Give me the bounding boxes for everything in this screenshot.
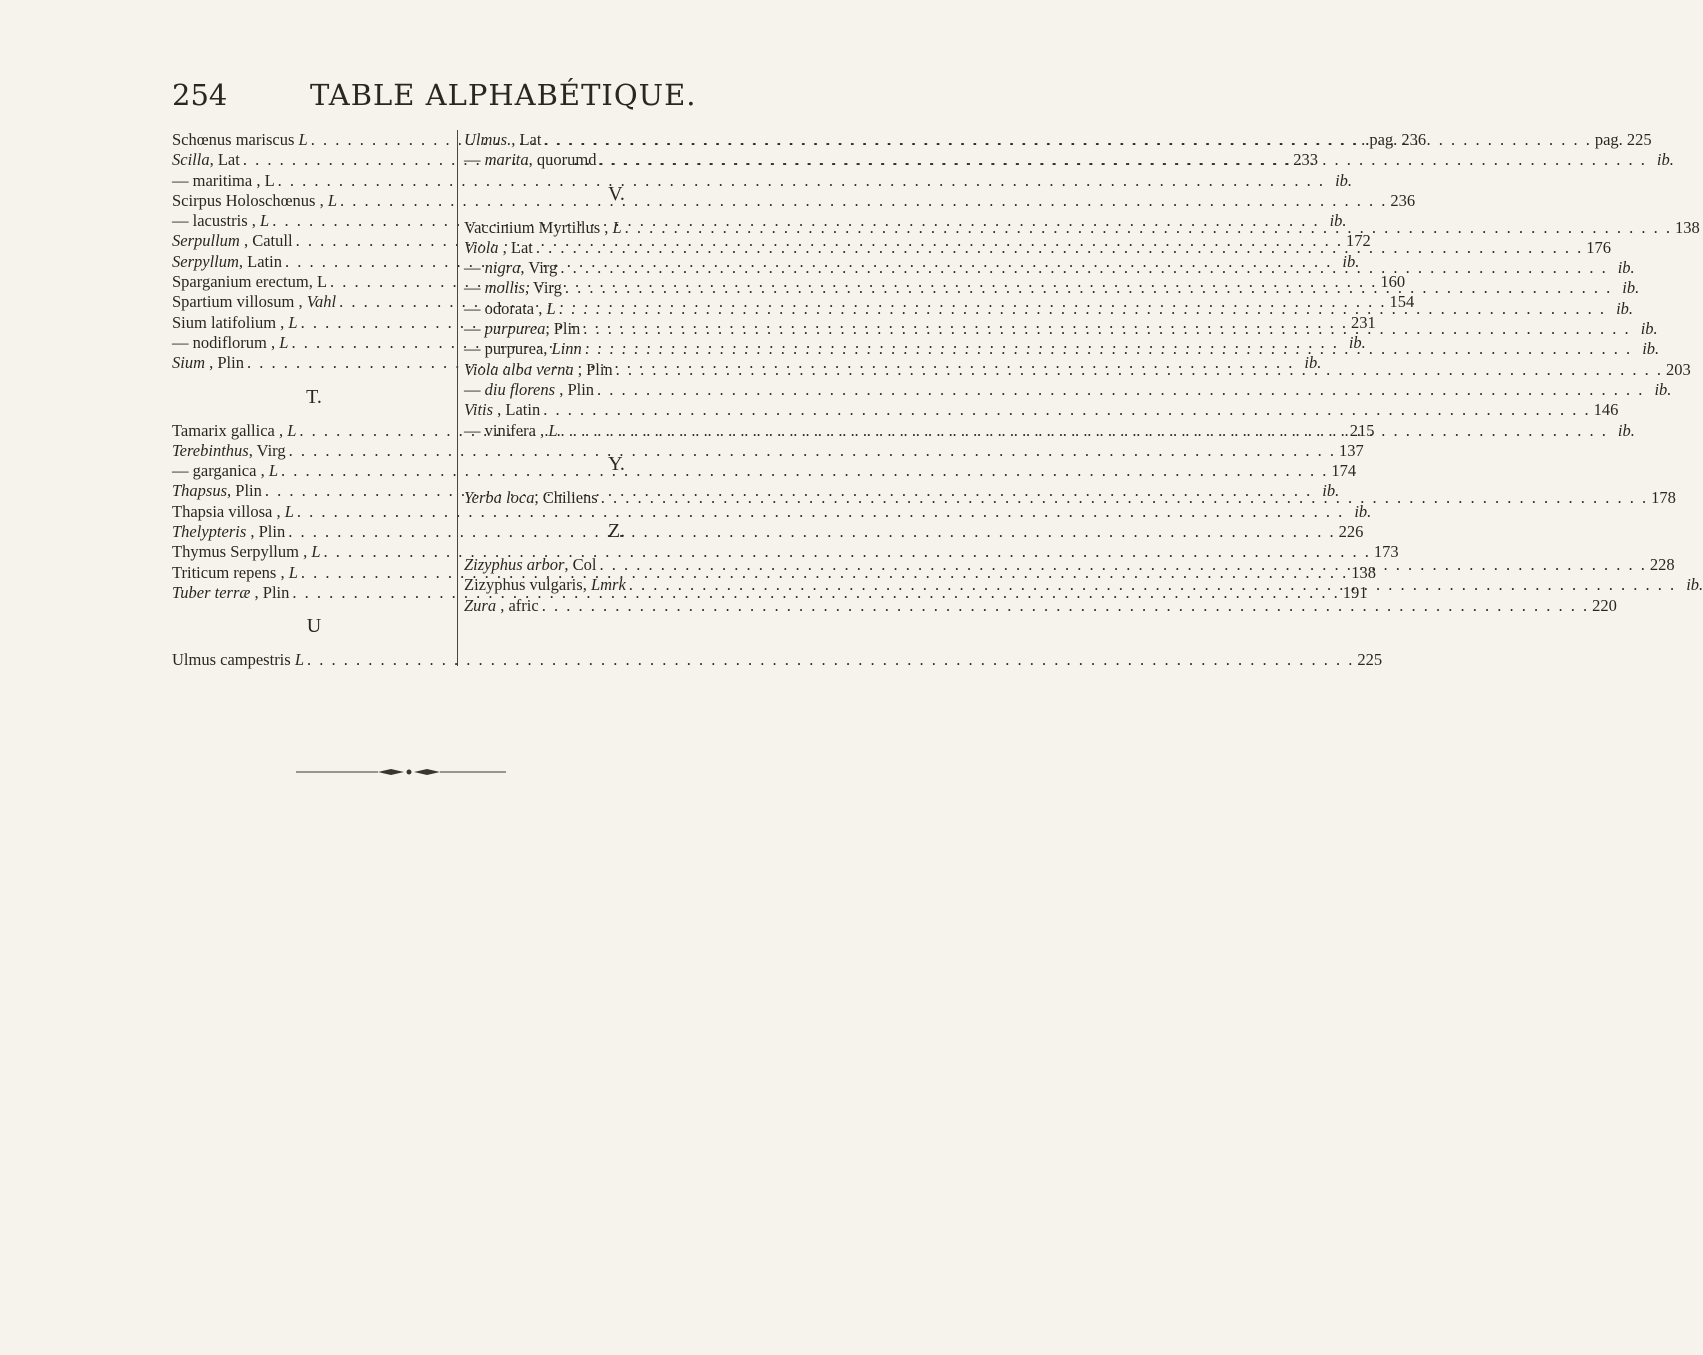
entry-name-italic: diu florens xyxy=(484,379,556,399)
entry-name-text: , Plin xyxy=(573,359,613,379)
entry-name xyxy=(464,360,613,380)
entry-name-text: Zizyphus vulgaris, xyxy=(464,575,591,595)
entry-name xyxy=(172,481,262,501)
entry-name xyxy=(464,380,594,400)
entry-name-text: , Virg xyxy=(520,258,558,278)
entry-page: 173 xyxy=(1373,542,1399,562)
entry-name-text: Schœnus mariscus xyxy=(172,130,299,149)
entry-name-text: , Lat xyxy=(507,130,542,149)
entry-page: 137 xyxy=(1339,440,1364,460)
entry-name-text: , Col xyxy=(564,555,597,575)
dot-leader xyxy=(544,130,1591,150)
entry-page: ib. xyxy=(1322,481,1340,501)
entry-name xyxy=(172,292,336,312)
entry-name-text: Spartium villosum , xyxy=(172,292,307,312)
entry-name-italic: L xyxy=(284,501,294,521)
entry-name-text: Sparganium erectum, L xyxy=(172,272,328,292)
dot-leader xyxy=(585,339,1632,359)
entry-name xyxy=(172,583,289,603)
index-entry xyxy=(464,400,1619,420)
entry-name-italic: Viola alba verna xyxy=(464,359,574,379)
entry-name-text: Scirpus Holoschœnus , xyxy=(172,190,328,210)
entry-page: ib. xyxy=(1640,319,1658,339)
entry-name-text: , Latin xyxy=(493,400,541,420)
entry-name-italic: Zizyphus arbor xyxy=(464,555,565,575)
entry-name xyxy=(464,488,598,508)
entry-name-italic: L xyxy=(288,312,298,332)
entry-name-text: — xyxy=(464,150,485,170)
entry-page: ib. xyxy=(1617,258,1635,278)
entry-page: 228 xyxy=(1649,555,1675,575)
entry-name-text: , Virg xyxy=(248,440,286,460)
entry-name-italic: mollis xyxy=(484,278,525,298)
entry-name xyxy=(464,258,557,278)
entry-page: 236 xyxy=(1390,190,1416,210)
dot-leader xyxy=(599,150,1646,170)
entry-name-italic: L xyxy=(546,298,556,318)
section-letter: V. xyxy=(608,182,625,205)
entry-name-text: Triticum repens , xyxy=(172,562,289,582)
entry-page: ib. xyxy=(1616,298,1634,318)
entry-name-text: — vinifera , xyxy=(464,420,549,440)
entry-name-italic: purpurea xyxy=(484,319,546,339)
entry-name-italic: Vahl xyxy=(306,292,337,312)
entry-page: 138 xyxy=(1675,217,1700,237)
entry-page: 160 xyxy=(1380,272,1406,292)
entry-name xyxy=(172,502,294,522)
entry-name xyxy=(172,171,275,191)
entry-name xyxy=(172,563,298,583)
dot-leader xyxy=(288,522,1335,542)
entry-name xyxy=(172,313,298,333)
entry-name-italic: L xyxy=(287,420,297,440)
entry-name xyxy=(172,353,244,373)
dot-leader xyxy=(542,596,1589,616)
entry-name-text: — xyxy=(464,379,485,399)
index-entry xyxy=(464,258,1635,278)
entry-name-italic: Thelypteris xyxy=(172,522,247,542)
entry-page: ..pag. 236 xyxy=(1361,130,1427,149)
dot-leader xyxy=(307,650,1354,670)
entry-name-italic: Scilla xyxy=(172,150,210,170)
entry-page: 215 xyxy=(1349,420,1375,440)
index-entry xyxy=(172,190,1416,211)
entry-name-text: , Plin xyxy=(545,319,581,339)
section-letter: U xyxy=(306,615,322,638)
entry-name-text: — maritima , L xyxy=(172,170,275,190)
entry-name xyxy=(172,252,282,272)
entry-name-text: Vaccinium Myrtillus , xyxy=(464,217,613,237)
entry-name-text: , Plin xyxy=(555,379,595,399)
entry-name-text: — xyxy=(464,319,485,339)
entry-name-italic: L xyxy=(311,542,321,562)
index-entry xyxy=(172,542,1399,562)
entry-name-italic: Yerba loca xyxy=(464,487,535,507)
entry-name-italic: nigra xyxy=(484,258,521,278)
entry-name xyxy=(172,191,337,211)
entry-page: ib. xyxy=(1686,575,1703,595)
dot-leader xyxy=(565,278,1612,298)
entry-name-text: — garganica , xyxy=(172,461,269,481)
entry-page: 220 xyxy=(1592,595,1617,615)
entry-page: ib. xyxy=(1354,501,1372,521)
entry-page: 233 xyxy=(1293,150,1318,170)
entry-page: 172 xyxy=(1345,231,1371,251)
entry-name-italic: L xyxy=(268,461,279,481)
section-letter: Z. xyxy=(607,520,626,543)
dot-leader xyxy=(616,360,1663,380)
entry-name-text: — lacustris , xyxy=(172,211,260,231)
entry-name-text: Sium latifolium , xyxy=(172,312,289,332)
entry-name xyxy=(172,441,286,461)
dot-leader xyxy=(278,171,1325,191)
dot-leader xyxy=(600,555,1647,575)
entry-name xyxy=(172,522,285,542)
entry-name-text: — purpurea, xyxy=(464,339,552,359)
index-entry xyxy=(172,461,1357,481)
entry-name xyxy=(172,461,278,481)
entry-name-text: , Plin xyxy=(227,481,262,501)
entry-name-italic: Lmrk xyxy=(590,575,626,595)
entry-name xyxy=(464,299,556,319)
entry-page: ib. xyxy=(1342,251,1360,271)
entry-name xyxy=(464,421,558,441)
entry-page: 191 xyxy=(1342,582,1368,602)
entry-page: ib. xyxy=(1335,170,1353,190)
entry-page: ib. xyxy=(1348,332,1366,352)
ornament-rule xyxy=(296,768,506,776)
dot-leader xyxy=(536,238,1583,258)
index-entry xyxy=(172,170,1353,191)
dot-leader xyxy=(583,319,1630,339)
entry-name xyxy=(172,333,288,353)
entry-name-text: Ulmus campestris xyxy=(172,650,295,670)
entry-name-italic: Viola xyxy=(464,237,499,257)
page-header xyxy=(0,78,800,118)
column-divider xyxy=(457,130,458,666)
entry-page: ib. xyxy=(1304,353,1322,373)
entry-page: 174 xyxy=(1331,461,1357,481)
dot-leader xyxy=(561,421,1608,441)
entry-name-italic: Linn xyxy=(551,339,582,359)
entry-name xyxy=(464,400,540,420)
index-entry xyxy=(464,595,1617,616)
entry-name-italic: Serpullum xyxy=(172,231,240,251)
entry-name-italic: L xyxy=(327,190,338,210)
entry-page: 138 xyxy=(1351,562,1377,582)
entry-name xyxy=(172,150,240,170)
entry-name-italic: L xyxy=(260,211,270,231)
entry-name-text: — xyxy=(464,278,485,298)
entry-name-italic: L xyxy=(612,217,622,237)
entry-name xyxy=(464,339,582,359)
entry-name-text: — xyxy=(464,258,485,278)
entry-name-italic: L xyxy=(548,420,558,440)
entry-name xyxy=(464,130,541,150)
dot-leader xyxy=(281,461,1328,481)
entry-name xyxy=(464,218,622,238)
index-entry xyxy=(464,379,1672,400)
entry-name-text: Thymus Serpyllum , xyxy=(172,542,312,562)
entry-name-text: , Lat xyxy=(209,150,240,170)
entry-name-text: , Catull xyxy=(239,231,293,251)
entry-name xyxy=(464,575,626,595)
entry-page: 146 xyxy=(1593,400,1619,420)
entry-name-text: , Lat xyxy=(498,237,533,257)
entry-name-italic: Vitis xyxy=(464,400,494,420)
entry-name xyxy=(172,650,304,670)
entry-name-italic: Tuber terræ xyxy=(172,582,251,602)
entry-name xyxy=(172,130,308,150)
section-letter: T. xyxy=(306,385,322,408)
entry-name-text: — nodiflorum , xyxy=(172,332,280,352)
entry-name-italic: L xyxy=(288,562,298,582)
entry-name xyxy=(464,238,533,258)
entry-name-text: , Plin xyxy=(250,582,290,602)
entry-page: ib. xyxy=(1617,420,1635,440)
entry-name xyxy=(172,211,269,231)
entry-page: pag. 225 xyxy=(1594,130,1652,149)
entry-name xyxy=(172,542,321,562)
entry-name-italic: Zura xyxy=(464,595,497,615)
entry-name-text: , afric xyxy=(496,595,539,615)
dot-leader xyxy=(559,299,1606,319)
dot-leader xyxy=(289,441,1336,461)
entry-page: 178 xyxy=(1651,487,1676,507)
index-entry xyxy=(464,339,1660,359)
section-letter: Y. xyxy=(608,452,625,475)
entry-name-italic: Serpyllum xyxy=(172,251,239,271)
dot-leader xyxy=(543,400,1590,420)
entry-name xyxy=(172,231,293,251)
entry-name-text: — odorata , xyxy=(464,298,547,318)
entry-name-text: Thapsia villosa , xyxy=(172,501,285,521)
index-entry xyxy=(172,522,1364,542)
entry-name xyxy=(464,596,539,616)
entry-name xyxy=(172,421,296,441)
dot-leader xyxy=(625,218,1672,238)
entry-name xyxy=(464,319,580,339)
entry-name-text: Tamarix gallica , xyxy=(172,420,288,440)
entry-name-text: , Virg xyxy=(524,278,562,298)
entry-name-text: , quorumd xyxy=(528,150,597,170)
entry-name-italic: marita xyxy=(484,150,529,170)
entry-name-italic: Sium xyxy=(172,353,205,373)
entry-name-text: , Plin xyxy=(246,522,286,542)
entry-page: 154 xyxy=(1389,292,1415,312)
entry-page: ib. xyxy=(1642,339,1660,359)
entry-name-text: , Plin xyxy=(205,353,244,373)
entry-name-italic: L xyxy=(279,332,289,352)
entry-name-italic: Ulmus xyxy=(464,130,508,149)
index-entry xyxy=(172,501,1372,522)
entry-name-text: , Latin xyxy=(238,251,282,271)
entry-name xyxy=(172,272,327,292)
dot-leader xyxy=(601,488,1648,508)
entry-name xyxy=(464,555,597,575)
entry-page: 226 xyxy=(1338,522,1364,542)
entry-page: ib. xyxy=(1656,150,1674,170)
index-entry xyxy=(172,440,1364,461)
entry-page: ib. xyxy=(1654,379,1672,399)
entry-page: 225 xyxy=(1357,650,1383,670)
index-entry xyxy=(172,650,1383,670)
entry-name-italic: L xyxy=(298,130,308,149)
dot-leader xyxy=(629,575,1676,595)
entry-page: 231 xyxy=(1350,312,1376,332)
entry-page: ib. xyxy=(1329,211,1347,231)
entry-page: ib. xyxy=(1622,278,1640,298)
entry-page: 176 xyxy=(1586,237,1612,257)
entry-name-italic: Terebinthus xyxy=(172,440,249,460)
entry-name xyxy=(464,278,562,298)
entry-page: 203 xyxy=(1666,359,1691,379)
entry-name-text: , Chiliens xyxy=(534,487,598,507)
entry-name xyxy=(464,150,596,170)
running-title: TABLE ALPHABÉTIQUE. xyxy=(310,78,697,112)
entry-name-italic: Thapsus xyxy=(172,481,228,501)
dot-leader xyxy=(560,258,1607,278)
entry-name-italic: L xyxy=(294,650,305,670)
dot-leader xyxy=(597,380,1644,400)
page-number: 254 xyxy=(172,78,228,112)
